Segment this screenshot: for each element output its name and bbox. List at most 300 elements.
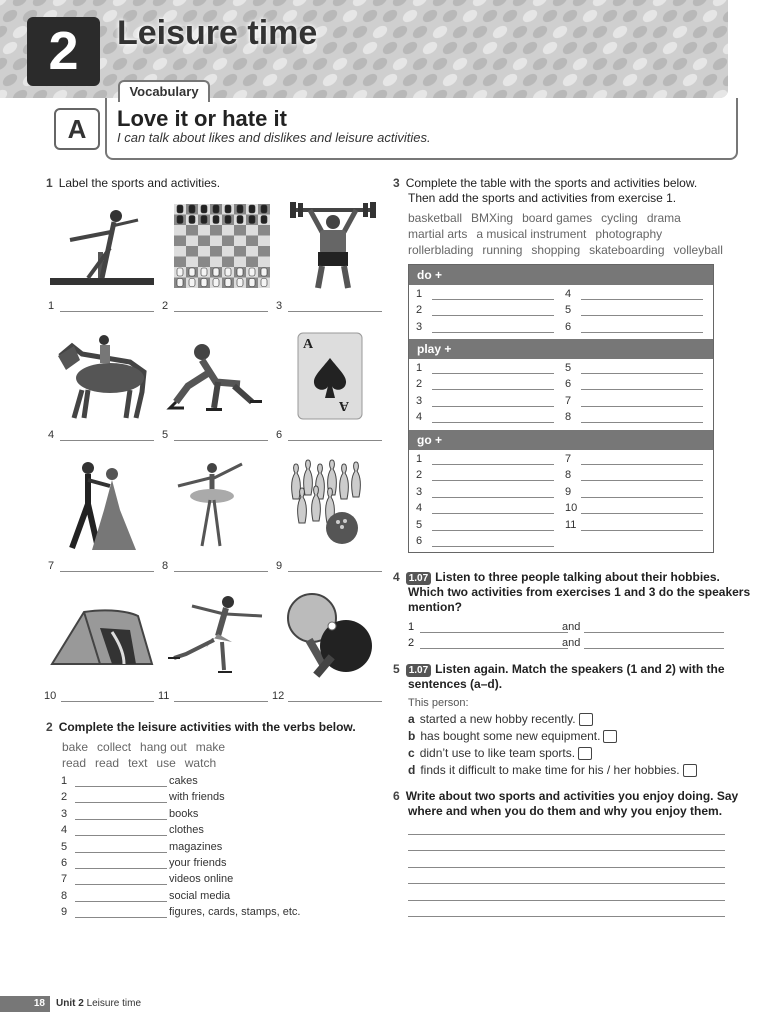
bowling-pin — [292, 464, 301, 499]
chess-square — [222, 246, 234, 257]
chess-piece — [249, 268, 255, 276]
table-cell-do[interactable] — [565, 321, 715, 337]
banner-pattern-shape — [521, 7, 540, 24]
banner-pattern-shape — [651, 87, 670, 98]
writing-line[interactable] — [408, 834, 725, 835]
weightlifter-icon — [288, 200, 378, 290]
chess-square — [174, 246, 186, 257]
table-answer-line[interactable] — [581, 464, 703, 465]
banner-pattern-shape — [641, 7, 660, 24]
ex1-answer-10[interactable]: 10 — [44, 690, 56, 702]
banner-pattern-shape — [701, 71, 720, 88]
banner-pattern-shape — [631, 0, 650, 9]
table-answer-line[interactable] — [581, 373, 703, 374]
writing-line[interactable] — [408, 900, 725, 901]
table-cell-play[interactable] — [565, 411, 715, 427]
banner-pattern-shape — [461, 7, 480, 24]
chess-piece — [189, 268, 195, 276]
banner-pattern-shape — [621, 71, 640, 88]
ex3-word-word: cycling — [601, 211, 638, 225]
chess-square — [210, 246, 222, 257]
table-tennis-bats-icon — [284, 592, 374, 682]
ex1-answer-8[interactable]: 8 — [162, 560, 168, 572]
banner-pattern-shape — [151, 0, 170, 9]
ex1-answer-2[interactable]: 2 — [162, 300, 168, 312]
banner-pattern-shape — [591, 0, 610, 9]
banner-pattern-shape — [191, 55, 210, 72]
table-cell-go[interactable] — [416, 453, 566, 469]
table-cell-go[interactable] — [565, 486, 715, 502]
table-answer-line[interactable] — [432, 513, 554, 514]
banner-pattern-shape — [0, 55, 9, 72]
banner-pattern-shape — [361, 39, 380, 56]
banner-pattern-shape — [391, 23, 410, 40]
table-cell-play[interactable] — [416, 378, 566, 394]
banner-pattern-shape — [531, 87, 550, 98]
chess-piece — [225, 268, 231, 276]
table-cell-go[interactable] — [565, 469, 715, 485]
table-cell-go[interactable] — [565, 453, 715, 469]
ex6-number: 6 — [393, 789, 400, 803]
table-answer-line[interactable] — [432, 464, 554, 465]
ex2-item-number: 2 — [61, 791, 68, 804]
banner-pattern-shape — [361, 7, 380, 24]
ex1-number: 1 — [46, 176, 53, 190]
playing-card-ace-icon — [297, 332, 363, 420]
banner-pattern-shape — [561, 71, 580, 88]
table-answer-line[interactable] — [432, 422, 554, 423]
banner-pattern-shape — [431, 87, 450, 98]
chess-square — [210, 257, 222, 268]
chess-square — [246, 257, 258, 268]
banner-pattern-shape — [631, 23, 650, 40]
chess-piece — [177, 216, 183, 224]
ex1-answer-3[interactable]: 3 — [276, 300, 282, 312]
table-cell-play[interactable] — [416, 395, 566, 411]
chess-square — [210, 225, 222, 236]
table-cell-do[interactable] — [416, 321, 566, 337]
table-answer-line[interactable] — [432, 315, 554, 316]
ex2-title — [46, 720, 356, 735]
table-answer-line[interactable] — [432, 406, 554, 407]
ex3-number: 3 — [393, 176, 400, 190]
banner-pattern-shape — [471, 87, 490, 98]
chess-square — [222, 257, 234, 268]
banner-pattern-shape — [0, 87, 9, 98]
lesson-title: Love it or hate it — [117, 106, 287, 131]
table-cell-number: 5 — [565, 362, 572, 374]
ex5-letter: d — [408, 763, 416, 777]
banner-pattern-shape — [401, 71, 420, 88]
ex2-item[interactable] — [61, 808, 321, 824]
table-cell-number: 2 — [416, 304, 423, 317]
banner-pattern-shape — [561, 7, 580, 24]
table-cell-number: 1 — [416, 453, 423, 465]
table-cell-go[interactable] — [416, 535, 566, 551]
banner-pattern-shape — [281, 71, 300, 88]
ex2-item[interactable] — [61, 873, 321, 889]
table-cell-number: 2 — [416, 378, 423, 391]
chess-piece — [225, 216, 231, 224]
bowling-pin — [340, 464, 349, 499]
chess-square — [186, 225, 198, 236]
ex5-sentence-text: finds it difficult to make time for his / her hobbies. — [420, 763, 680, 777]
table-header-go: go + — [409, 430, 713, 450]
chess-piece — [189, 216, 195, 224]
banner-pattern-shape — [411, 87, 430, 98]
ex1-answer-6[interactable]: 6 — [276, 429, 282, 441]
table-answer-line[interactable] — [581, 332, 703, 333]
ex4-row-number: 1 — [408, 621, 415, 633]
banner-pattern-shape — [1, 39, 20, 56]
ex2-item[interactable] — [61, 890, 321, 906]
banner-pattern-shape — [511, 0, 530, 9]
banner-pattern-shape — [311, 87, 330, 98]
unit-title: Leisure time — [117, 14, 318, 52]
chess-piece — [177, 279, 183, 287]
banner-pattern-shape — [421, 71, 440, 88]
banner-pattern-shape — [1, 7, 20, 24]
ex5-sentence — [408, 746, 592, 762]
banner-pattern-shape — [261, 71, 280, 88]
writing-line[interactable] — [408, 850, 725, 851]
banner-pattern-shape — [471, 0, 490, 9]
table-header-play: play + — [409, 339, 713, 359]
table-answer-line[interactable] — [432, 480, 554, 481]
banner-pattern-shape — [591, 23, 610, 40]
ex1-answer-11[interactable]: 11 — [158, 690, 169, 702]
banner-pattern-shape — [131, 0, 150, 9]
table-cell-do[interactable] — [565, 288, 715, 304]
ex1-answer-1[interactable]: 1 — [48, 300, 54, 312]
banner-pattern-shape — [341, 7, 360, 24]
ex2-item[interactable] — [61, 791, 321, 807]
banner-pattern-shape — [381, 71, 400, 88]
banner-pattern-shape — [651, 55, 670, 72]
chess-piece — [237, 268, 243, 276]
chess-square — [198, 236, 210, 247]
banner-pattern-shape — [491, 23, 510, 40]
table-answer-line[interactable] — [581, 513, 703, 514]
ex2-item[interactable] — [61, 906, 321, 922]
banner-pattern-shape — [441, 71, 460, 88]
banner-pattern-shape — [501, 7, 520, 24]
table-cell-number: 9 — [565, 485, 572, 498]
and-label: and — [562, 621, 581, 633]
table-answer-line[interactable] — [432, 299, 554, 300]
banner-pattern-shape — [691, 87, 710, 98]
horse-rider-icon — [52, 332, 152, 422]
ex2-answer-line[interactable] — [75, 852, 167, 853]
banner-pattern-shape — [491, 55, 510, 72]
banner-pattern-shape — [211, 55, 230, 72]
banner-pattern-shape — [341, 71, 360, 88]
banner-pattern-shape — [211, 0, 230, 9]
table-cell-play[interactable] — [565, 362, 715, 378]
table-cell-play[interactable] — [565, 378, 715, 394]
ex1-answer-7[interactable]: 7 — [48, 560, 54, 572]
banner-pattern-shape — [0, 23, 9, 40]
table-cell-play[interactable] — [416, 362, 566, 378]
banner-pattern-shape — [191, 0, 210, 9]
banner-pattern-shape — [691, 55, 710, 72]
chess-square — [198, 225, 210, 236]
ex2-item[interactable] — [61, 841, 321, 857]
banner-pattern-shape — [311, 0, 330, 9]
banner-pattern-shape — [601, 71, 620, 88]
banner-pattern-shape — [551, 87, 570, 98]
table-answer-line[interactable] — [581, 422, 703, 423]
banner-pattern-shape — [381, 39, 400, 56]
banner-pattern-shape — [551, 0, 570, 9]
table-cell-play[interactable] — [416, 411, 566, 427]
table-answer-line[interactable] — [581, 315, 703, 316]
banner-pattern-shape — [451, 55, 470, 72]
ex5-sentence — [408, 729, 617, 745]
banner-pattern-shape — [251, 0, 270, 9]
table-cell-number: 8 — [565, 411, 572, 424]
table-answer-line[interactable] — [432, 530, 554, 531]
banner-pattern-shape — [641, 39, 660, 56]
ex2-answer-line[interactable] — [75, 868, 167, 869]
writing-line[interactable] — [408, 883, 725, 884]
banner-pattern-shape — [271, 0, 290, 9]
ex1-answer-9[interactable]: 9 — [276, 560, 282, 572]
banner-pattern-shape — [601, 39, 620, 56]
table-answer-line[interactable] — [581, 530, 703, 531]
ex2-item-text: social media — [169, 889, 231, 902]
answer-checkbox[interactable] — [683, 764, 697, 777]
writing-line[interactable] — [408, 867, 725, 868]
lesson-letter-box: A — [54, 108, 100, 150]
ex5-instruction-1: Listen again. Match the speakers (1 and 2) with the — [435, 662, 725, 676]
banner-pattern-shape — [221, 71, 240, 88]
ex2-number: 2 — [46, 720, 53, 734]
writing-line[interactable] — [408, 916, 725, 917]
ex3-word-word: BMXing — [471, 211, 514, 225]
chess-board-icon — [170, 200, 274, 290]
table-cell-do[interactable] — [416, 304, 566, 320]
chess-piece — [237, 279, 243, 287]
ex2-item-text: your friends — [169, 857, 227, 869]
banner-pattern-shape — [511, 23, 530, 40]
banner-pattern-shape — [591, 87, 610, 98]
banner-pattern-shape — [641, 71, 660, 88]
ex4-title — [393, 570, 750, 615]
banner-pattern-shape — [681, 71, 700, 88]
ex2-answer-line[interactable] — [75, 819, 167, 820]
banner-pattern-shape — [491, 0, 510, 9]
audio-track-icon[interactable]: 1.07 — [406, 664, 431, 677]
chess-square — [186, 257, 198, 268]
ex2-answer-line[interactable] — [75, 917, 167, 918]
banner-pattern-shape — [31, 87, 50, 98]
table-header-do: do + — [409, 265, 713, 285]
chess-piece — [261, 279, 267, 287]
table-cell-go[interactable] — [565, 519, 715, 535]
banner-pattern-shape — [271, 87, 290, 98]
audio-track-icon[interactable]: 1.07 — [406, 572, 431, 585]
chess-square — [198, 257, 210, 268]
table-cell-go[interactable] — [416, 502, 566, 518]
chess-square — [174, 225, 186, 236]
banner-pattern-shape — [571, 87, 590, 98]
banner-pattern-shape — [711, 23, 728, 40]
ex3-word-word: photography — [595, 227, 663, 241]
table-answer-line[interactable] — [432, 546, 554, 547]
table-cell-number: 2 — [416, 469, 423, 482]
ex2-item-text: clothes — [169, 824, 204, 837]
banner-pattern-shape — [371, 87, 390, 98]
banner-pattern-shape — [331, 23, 350, 40]
banner-pattern-shape — [581, 7, 600, 24]
card-letter-bottom: A — [338, 398, 349, 413]
table-answer-line[interactable] — [432, 497, 554, 498]
ex3-word-word: board games — [522, 211, 593, 225]
banner-pattern-shape — [271, 55, 290, 72]
banner-pattern-shape — [541, 71, 560, 88]
ex2-item[interactable] — [61, 775, 321, 791]
banner-pattern-shape — [531, 55, 550, 72]
table-answer-line[interactable] — [581, 406, 703, 407]
tent-icon — [50, 604, 154, 668]
table-cell-go[interactable] — [565, 502, 715, 518]
table-cell-number: 7 — [565, 394, 572, 407]
footer-unit-label: Unit 2 — [56, 998, 84, 1009]
ex3-word-word: a musical instrument — [476, 227, 587, 241]
banner-pattern-shape — [391, 0, 410, 9]
banner-pattern-shape — [471, 23, 490, 40]
table-answer-line[interactable] — [581, 299, 703, 300]
table-cell-go[interactable] — [416, 519, 566, 535]
banner-pattern-shape — [301, 71, 320, 88]
chess-square — [246, 236, 258, 247]
table-answer-line[interactable] — [432, 373, 554, 374]
banner-pattern-shape — [711, 0, 728, 9]
ex2-item[interactable] — [61, 857, 321, 873]
banner-pattern-shape — [721, 71, 728, 88]
ex2-item-text: with friends — [169, 791, 225, 804]
answer-checkbox[interactable] — [603, 730, 617, 743]
ex1-answer-12[interactable]: 12 — [272, 690, 284, 702]
table-cell-do[interactable] — [416, 288, 566, 304]
table-cell-play[interactable] — [565, 395, 715, 411]
ex3-word-word: drama — [646, 211, 681, 225]
table-cell-do[interactable] — [565, 304, 715, 320]
banner-pattern-shape — [11, 0, 30, 9]
banner-pattern-shape — [661, 71, 680, 88]
ex2-word-bank — [62, 739, 234, 771]
banner-pattern-shape — [331, 87, 350, 98]
ex2-item-number: 5 — [61, 840, 68, 853]
banner-pattern-shape — [351, 55, 370, 72]
ex1-answer-5[interactable]: 5 — [162, 429, 168, 441]
banner-pattern — [0, 0, 728, 98]
ex1-answer-4[interactable]: 4 — [48, 429, 54, 441]
banner-pattern-shape — [131, 55, 150, 72]
banner-pattern-shape — [331, 0, 350, 9]
gymnast-balance-beam-icon — [48, 200, 158, 290]
banner-pattern-shape — [471, 55, 490, 72]
table-cell-number: 3 — [416, 485, 423, 498]
ex2-answer-line[interactable] — [75, 835, 167, 836]
ex5-intro: This person: — [408, 697, 469, 709]
ex4-answer-2[interactable] — [408, 637, 728, 653]
table-answer-line[interactable] — [581, 497, 703, 498]
ex3-word-word: basketball — [408, 211, 463, 225]
ex2-answer-line[interactable] — [75, 786, 167, 787]
ex3-word-line — [408, 242, 732, 258]
table-cell-number: 6 — [565, 378, 572, 391]
unit-number-box: 2 — [27, 17, 100, 86]
table-cell-go[interactable] — [416, 469, 566, 485]
ex6-instruction-1: Write about two sports and activities you enjoy doing. Say — [405, 789, 739, 803]
chess-square — [186, 246, 198, 257]
ex2-item-text: books — [169, 807, 199, 820]
table-answer-line[interactable] — [432, 389, 554, 390]
table-cell-number: 3 — [416, 320, 423, 333]
banner-pattern-shape — [331, 55, 350, 72]
banner-pattern-shape — [671, 23, 690, 40]
chess-square — [174, 236, 186, 247]
table-cell-number: 5 — [416, 518, 423, 531]
chess-piece — [201, 216, 207, 224]
banner-pattern-shape — [421, 7, 440, 24]
banner-pattern-shape — [481, 71, 500, 88]
banner-pattern-shape — [351, 87, 370, 98]
ex2-item[interactable] — [61, 824, 321, 840]
banner-pattern-shape — [721, 39, 728, 56]
table-answer-line[interactable] — [432, 332, 554, 333]
banner-pattern-shape — [521, 39, 540, 56]
table-cell-number: 8 — [565, 469, 572, 482]
table-answer-line[interactable] — [581, 389, 703, 390]
ex4-instruction-1: Listen to three people talking about their hobbies. — [435, 570, 720, 584]
ex4-number: 4 — [393, 570, 400, 584]
banner-pattern-shape — [251, 55, 270, 72]
header-banner — [0, 0, 728, 98]
banner-pattern-shape — [441, 39, 460, 56]
banner-pattern-shape — [481, 39, 500, 56]
ex3-word-line — [408, 226, 732, 242]
and-label: and — [562, 637, 581, 649]
ex2-answer-line[interactable] — [75, 901, 167, 902]
banner-pattern-shape — [651, 23, 670, 40]
answer-checkbox[interactable] — [579, 713, 593, 726]
banner-pattern-shape — [401, 39, 420, 56]
ex4-instruction-2: Which two activities from exercises 1 and 3 do the speakers — [408, 585, 751, 599]
banner-pattern-shape — [231, 87, 250, 98]
banner-pattern-shape — [291, 55, 310, 72]
chess-square — [198, 246, 210, 257]
ex2-answer-line[interactable] — [75, 884, 167, 885]
answer-checkbox[interactable] — [578, 747, 592, 760]
bowling-pin — [304, 460, 313, 495]
banner-pattern-shape — [621, 7, 640, 24]
banner-pattern-shape — [571, 55, 590, 72]
banner-pattern-shape — [51, 87, 70, 98]
chess-piece — [261, 216, 267, 224]
ballroom-dancers-icon — [62, 460, 140, 552]
table-cell-go[interactable] — [416, 486, 566, 502]
table-answer-line[interactable] — [581, 480, 703, 481]
banner-pattern-shape — [111, 55, 130, 72]
banner-pattern-shape — [631, 87, 650, 98]
ex2-answer-line[interactable] — [75, 802, 167, 803]
ex2-item-number: 8 — [61, 889, 68, 902]
ex3-word-word: running — [482, 243, 523, 257]
ex4-answer-1[interactable] — [408, 621, 728, 637]
